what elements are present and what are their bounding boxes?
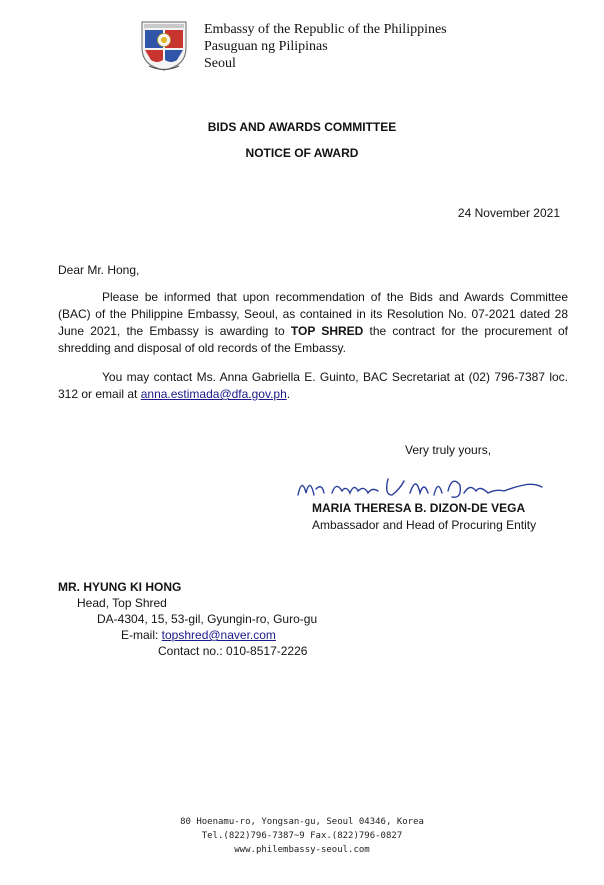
email-label: E-mail:	[121, 628, 162, 642]
letter-date: 24 November 2021	[457, 206, 560, 220]
recipient-position: Head, Top Shred	[77, 596, 167, 610]
awardee-name: TOP SHRED	[290, 324, 364, 338]
embassy-name: Embassy of the Republic of the Philippines	[204, 22, 447, 37]
signatory-title: Ambassador and Head of Procuring Entity	[312, 518, 537, 532]
recipient-email-link[interactable]: topshred@naver.com	[161, 628, 276, 642]
notice-heading: NOTICE OF AWARD	[245, 146, 359, 160]
recipient-name: MR. HYUNG KI HONG	[58, 580, 182, 594]
footer-phone: Tel.(822)796-7387~9 Fax.(822)796-0827	[201, 831, 403, 841]
signatory-name: MARIA THERESA B. DIZON-DE VEGA	[312, 501, 526, 515]
embassy-city: Seoul	[204, 56, 236, 71]
contact-paragraph-text: You may contact Ms. Anna Gabriella E. Guinto, BAC Secretariat at (02) 796-7387 loc. 312 or email at	[58, 370, 568, 401]
recipient-address: DA-4304, 15, 53-gil, Gyungin-ro, Guro-gu	[97, 612, 318, 626]
salutation: Dear Mr. Hong,	[58, 263, 140, 277]
award-paragraph-tail: the contract for the procurement of shredding and disposal of old records of the Embassy.	[58, 324, 568, 355]
award-paragraph-text: Please be informed that upon recommendation of the Bids and Awards Committee (BAC) of the Philippine Embassy, Seoul, as contained in its Resolution No. 07-2021 dated 28 June 2021, the Embassy is awarding to	[58, 290, 568, 338]
recipient-email-line	[121, 627, 276, 644]
footer-website[interactable]: www.philembassy-seoul.com	[234, 845, 370, 855]
embassy-name-filipino: Pasuguan ng Pilipinas	[204, 39, 328, 54]
committee-heading: BIDS AND AWARDS COMMITTEE	[207, 120, 397, 134]
contact-paragraph-end: .	[286, 387, 291, 401]
contact-paragraph	[58, 369, 568, 403]
closing: Very truly yours,	[405, 443, 492, 457]
award-paragraph	[58, 289, 568, 357]
recipient-contact: Contact no.: 010-8517-2226	[158, 644, 308, 658]
footer-address: 80 Hoenamu-ro, Yongsan-gu, Seoul 04346, Korea	[180, 817, 424, 827]
philippine-seal-logo	[139, 16, 189, 72]
bac-email-link[interactable]: anna.estimada@dfa.gov.ph	[140, 387, 287, 401]
